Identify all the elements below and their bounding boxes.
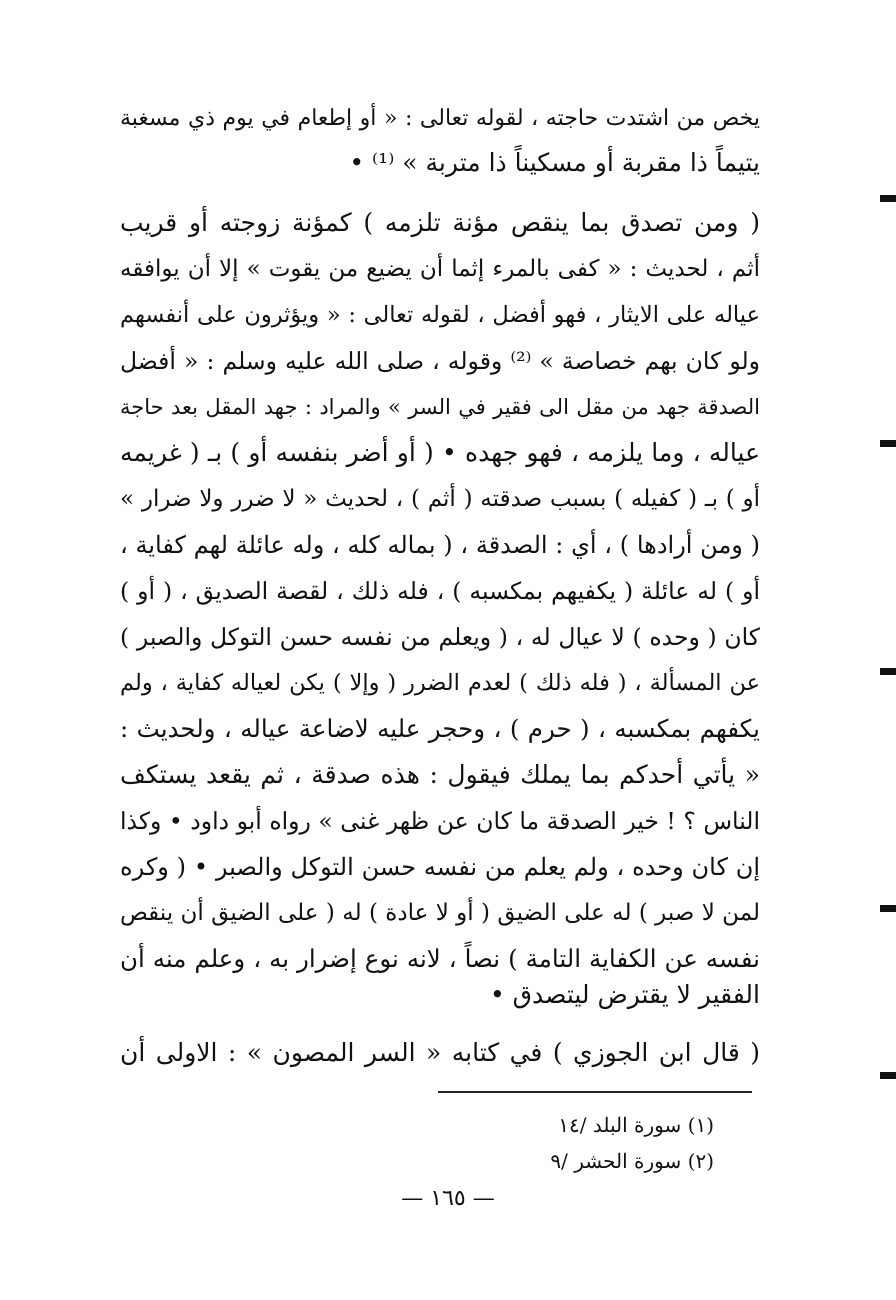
edge-mark bbox=[880, 195, 896, 202]
edge-mark bbox=[880, 668, 896, 675]
text-line: « يأتي أحدكم بما يملك فيقول : هذه صدقة ، ثم يقعد يستكف bbox=[120, 760, 760, 789]
edge-mark bbox=[880, 440, 896, 447]
text-line: الفقير لا يقترض ليتصدق • bbox=[489, 980, 760, 1009]
text-line: يخص من اشتدت حاجته ، لقوله تعالى : « أو إطعام في يوم ذي مسغبة bbox=[120, 106, 760, 131]
text-line: إن كان وحده ، ولم يعلم من نفسه حسن التوكل والصبر • ( وكره bbox=[120, 853, 761, 881]
text-line: الصدقة جهد من مقل الى فقير في السر » والمراد : جهد المقل بعد حاجة bbox=[120, 395, 760, 419]
text-line: أو ) بـ ( كفيله ) بسبب صدقته ( أثم ) ، لحديث « لا ضرر ولا ضرار » bbox=[120, 486, 760, 512]
text-line: نفسه عن الكفاية التامة ) نصاً ، لانه نوع إضرار به ، وعلم منه أن bbox=[120, 944, 760, 973]
text-line: ولو كان بهم خصاصة » ⁽²⁾ وقوله ، صلى الله عليه وسلم : « أفضل bbox=[120, 347, 760, 375]
text-line: الناس ؟ ! خير الصدقة ما كان عن ظهر غنى » رواه أبو داود • وكذا bbox=[120, 807, 760, 835]
text-line: عن المسألة ، ( فله ذلك ) لعدم الضرر ( وإلا ) يكن لعياله كفاية ، ولم bbox=[120, 670, 760, 696]
text-line: يتيماً ذا مقربة أو مسكيناً ذا متربة » ⁽¹⁾ • bbox=[349, 148, 760, 177]
text-line: كان ( وحده ) لا عيال له ، ( ويعلم من نفسه حسن التوكل والصبر ) bbox=[120, 623, 760, 651]
text-line: يكفهم بمكسبه ، ( حرم ) ، وحجر عليه لاضاعة عياله ، ولحديث : bbox=[120, 714, 760, 743]
edge-mark bbox=[880, 905, 896, 912]
footnote-divider bbox=[438, 1091, 752, 1093]
text-line: ( ومن تصدق بما ينقص مؤنة تلزمه ) كمؤنة زوجته أو قريب bbox=[120, 208, 760, 237]
text-line: لمن لا صبر ) له على الضيق ( أو لا عادة ) له ( على الضيق أن ينقص bbox=[120, 900, 760, 926]
text-line: ( ومن أرادها ) ، أي : الصدقة ، ( بماله كله ، وله عائلة لهم كفاية ، bbox=[120, 531, 760, 559]
page-number: — ١٦٥ — bbox=[401, 1186, 495, 1211]
text-line: أثم ، لحديث : « كفى بالمرء إثما أن يضيع من يقوت » إلا أن يوافقه bbox=[120, 256, 760, 282]
footnote: (٢) سورة الحشر /٩ bbox=[550, 1149, 714, 1173]
text-line: عياله على الايثار ، فهو أفضل ، لقوله تعالى : « ويؤثرون على أنفسهم bbox=[120, 302, 760, 328]
text-line: ( قال ابن الجوزي ) في كتابه « السر المصون » : الاولى أن bbox=[120, 1038, 760, 1067]
text-line: عياله ، وما يلزمه ، فهو جهده • ( أو أضر بنفسه أو ) بـ ( غريمه bbox=[120, 438, 760, 467]
footnote: (١) سورة البلد /١٤ bbox=[558, 1113, 714, 1137]
text-line: أو ) له عائلة ( يكفيهم بمكسبه ) ، فله ذلك ، لقصة الصديق ، ( أو ) bbox=[120, 577, 760, 605]
edge-mark bbox=[880, 1072, 896, 1079]
